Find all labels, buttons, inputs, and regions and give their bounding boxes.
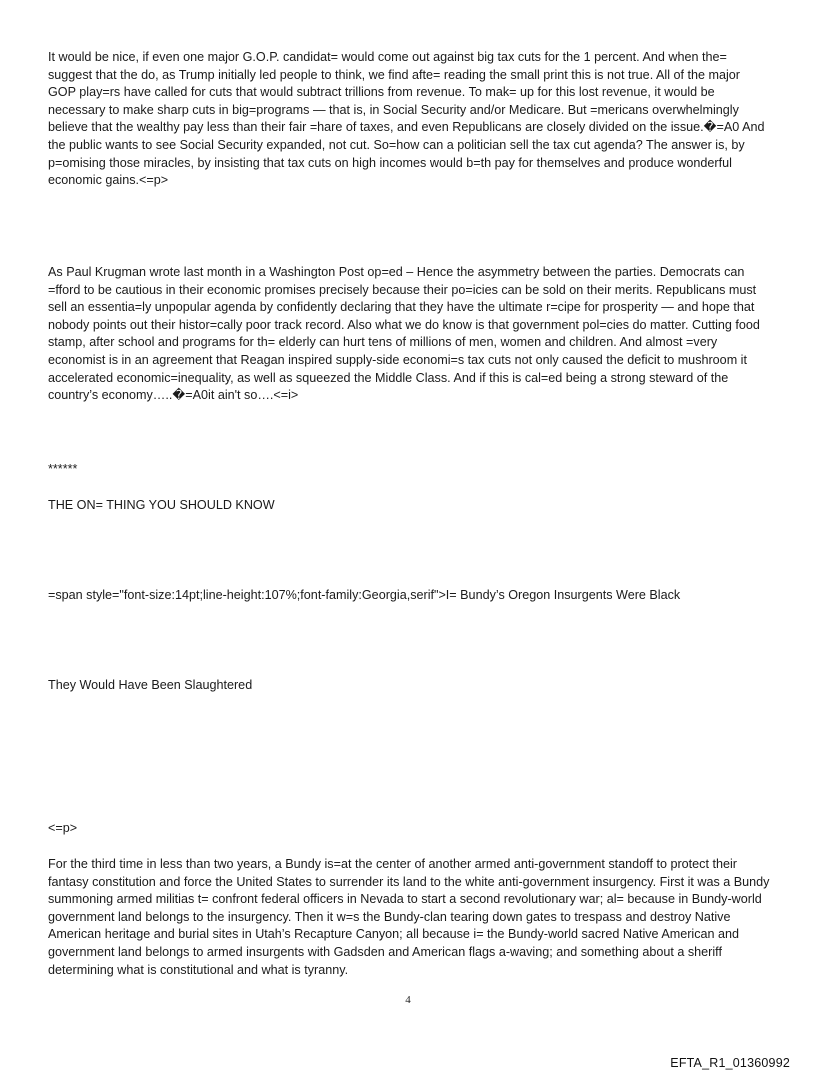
tag-artifact: <=p> — [48, 821, 78, 835]
paragraph-tax-cuts: It would be nice, if even one major G.O.P. candidat= would come out against big tax cuts for the 1 percent. And when the= suggest that the do, as Trump initially led people to think, we find afte= reading the small print this is not true. All of the major GOP play=rs have called for cuts that would subtract trillions from revenue. To mak= up for this lost revenue, it would be necessary to make sharp cuts in big=programs — that is, in Social Security and/or Medicare. But =mericans overwhelmingly believe that the wealthy pay less than their fair =hare of taxes, and even Republicans are closely divided on the issue.�=A0 And the public wants to see Social Security expanded, not cut. So=how can a politician sell the tax cut agenda? The answer is, by p=omising those miracles, by insisting that tax cuts on high incomes would b=th pay for themselves and produce wonderful economic gains.<=p> — [48, 50, 765, 188]
article-subtitle: They Would Have Been Slaughtered — [48, 678, 253, 692]
paragraph-krugman: As Paul Krugman wrote last month in a Washington Post op=ed – Hence the asymmetry between the parties. Democrats can =fford to be cautious in their economic promises precisely because their po=icies can be sold on their merits. Republicans must sell an essentia=ly unpopular agenda by confidently declaring that they have the ultimate r=cipe for prosperity — and hope that nobody points out their histor=cally poor track record. Also what we do know is that government pol=cies do matter. Cutting food stamp, after school and programs for th= elderly can hurt tens of millions of men, women and children. And almost =very economist is in an agreement that Reagan inspired supply-side economi=s tax cuts not only caused the deficit to mushroom it accelerated economic=inequality, as well as squeezed the Middle Class. And if this is cal=ed being a strong steward of the country’s economy…..�=A0it ain't so….<=i> — [48, 265, 760, 403]
separator-asterisks: ****** — [48, 462, 78, 476]
paragraph-bundy: For the third time in less than two years, a Bundy is=at the center of another armed anti-government standoff to protect their fantasy constitution and force the United States to surrender its land to the white anti-government insurgency. First it was a Bundy summoning armed militias t= confront federal officers in Nevada to start a second revolutionary war; al= because in Bundy-world government land belongs to the insurgency. Then it w=s the Bundy-clan tearing down gates to trespass and destroy Native American heritage and burial sites in Utah’s Recapture Canyon; all because i= the Bundy-world sacred Native American and government land belongs to armed insurgents with Gadsden and American flags a-waving; and something about a sheriff determining what is constitutional and what is tyranny. — [48, 857, 770, 977]
document-id: EFTA_R1_01360992 — [670, 1056, 790, 1070]
html-artifact-line: =span style="font-size:14pt;line-height:107%;font-family:Georgia,serif">I= Bundy’s Oregon Insurgents Were Black — [48, 588, 681, 602]
page-number: 4 — [405, 994, 411, 1006]
section-heading: THE ON= THING YOU SHOULD KNOW — [48, 498, 275, 512]
